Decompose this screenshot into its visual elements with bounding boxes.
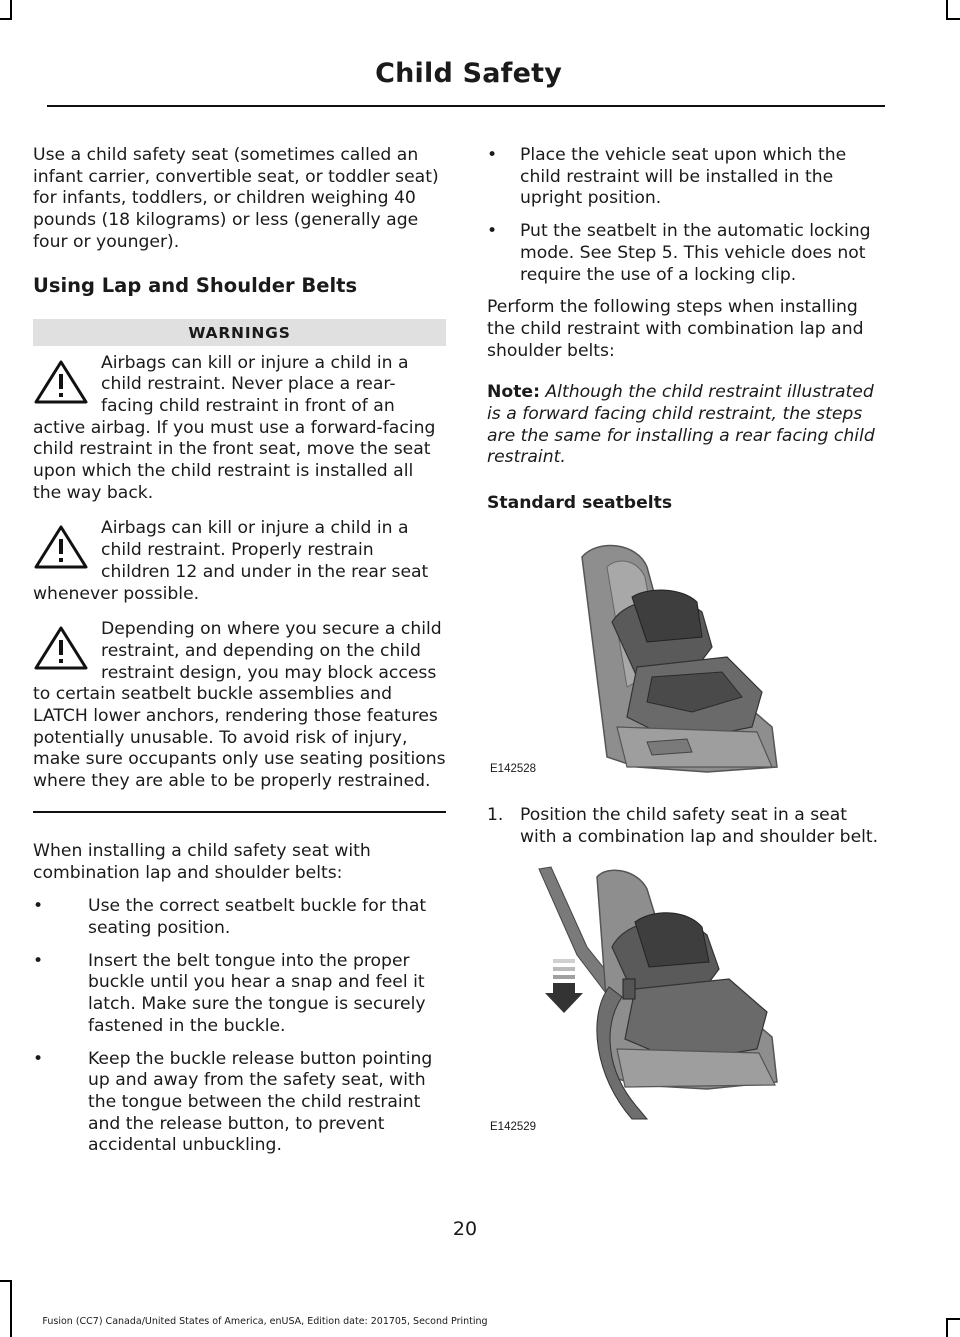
warnings-title: WARNINGS (33, 319, 446, 346)
right-column (487, 145, 887, 1137)
list-item: • Insert the belt tongue into the proper buckle until you hear a snap and feel it latch. Make sure the tongue is securely fastened in the buckle. (33, 950, 426, 1036)
right-bullet-list (487, 145, 887, 286)
warning-triangle-icon (33, 524, 89, 570)
warning-item (33, 353, 446, 505)
step-number: 1. (487, 805, 504, 826)
perform-paragraph: Perform the following steps when installing the child restraint with combination lap and shoulder belts: (487, 297, 864, 361)
crop-mark (946, 18, 960, 20)
page-number: 20 (452, 1218, 478, 1240)
header-divider (47, 105, 885, 107)
figure-label: E142529 (490, 1120, 537, 1133)
page-title: Child Safety (375, 58, 562, 89)
crop-mark (10, 0, 12, 20)
list-item: • Place the vehicle seat upon which the child restraint will be installed in the upright position. (487, 145, 847, 209)
warnings-end-divider (33, 811, 446, 813)
bullet: • (33, 896, 44, 917)
crop-mark (10, 1280, 12, 1337)
crop-mark (946, 1318, 948, 1337)
crop-mark (0, 18, 12, 20)
note-paragraph (487, 382, 887, 469)
intro-paragraph: Use a child safety seat (sometimes called an infant carrier, convertible seat, or toddler seat) for infants, toddlers, or children weighing 40 pounds (18 kilograms) or less (generally age four or younger). (33, 145, 439, 252)
figure-child-seat (487, 527, 887, 779)
list-item: • Put the seatbelt in the automatic locking mode. See Step 5. This vehicle does not require the use of a locking clip. (487, 221, 871, 285)
section-heading: Using Lap and Shoulder Belts (33, 273, 358, 297)
warning-text: Airbags can kill or injure a child in a child restraint. Never place a rear-facing child restraint in front of an active airbag. If you must use a forward-facing child restraint in the front seat, move the seat upon which the child restraint is installed all the way back. (33, 352, 436, 503)
figure-label: E142528 (490, 763, 537, 776)
warning-text: Depending on where you secure a child restraint, and depending on the child restraint design, you may block access to certain seatbelt buckle assemblies and LATCH lower anchors, rendering those features potentially unusable. To avoid risk of injury, make sure occupants only use seating positions where they are able to be properly restrained. (33, 619, 446, 792)
warning-triangle-icon (33, 359, 89, 405)
installing-bullet-list (33, 896, 446, 1157)
figure-child-seat-belt (487, 857, 887, 1137)
note-text: Although the child restraint illustrated is a forward facing child restraint, the steps are the same for installing a rear facing child restraint. (487, 382, 875, 468)
installing-intro: When installing a child safety seat with combination lap and shoulder belts: (33, 840, 371, 883)
crop-mark (0, 1280, 12, 1282)
crop-mark (946, 1318, 960, 1320)
list-item: 1. Position the child safety seat in a seat with a combination lap and shoulder belt. (487, 805, 879, 847)
list-item: • Keep the buckle release button pointing up and away from the safety seat, with the tongue between the child restraint and the release button, to prevent accidental unbuckling. (33, 1048, 433, 1156)
child-seat-belt-illustration (487, 857, 887, 1137)
warning-item (33, 518, 446, 605)
left-column (33, 145, 446, 1168)
warning-triangle-icon (33, 625, 89, 671)
footer-edition: Fusion (CC7) Canada/United States of America, enUSA, Edition date: 201705, Second Printing (42, 1316, 488, 1327)
bullet: • (33, 1048, 44, 1069)
list-item: • Use the correct seatbelt buckle for that seating position. (33, 896, 427, 938)
warning-item (33, 619, 446, 793)
bullet: • (487, 145, 498, 165)
steps-list (487, 805, 887, 848)
note-label: Note: (487, 382, 540, 403)
bullet: • (33, 950, 44, 971)
crop-mark (946, 0, 948, 20)
child-seat-illustration (487, 527, 887, 779)
bullet: • (487, 221, 498, 242)
subheading: Standard seatbelts (487, 493, 673, 514)
warning-text: Airbags can kill or injure a child in a child restraint. Properly restrain children 12 and under in the rear seat whenever possible. (33, 518, 429, 604)
